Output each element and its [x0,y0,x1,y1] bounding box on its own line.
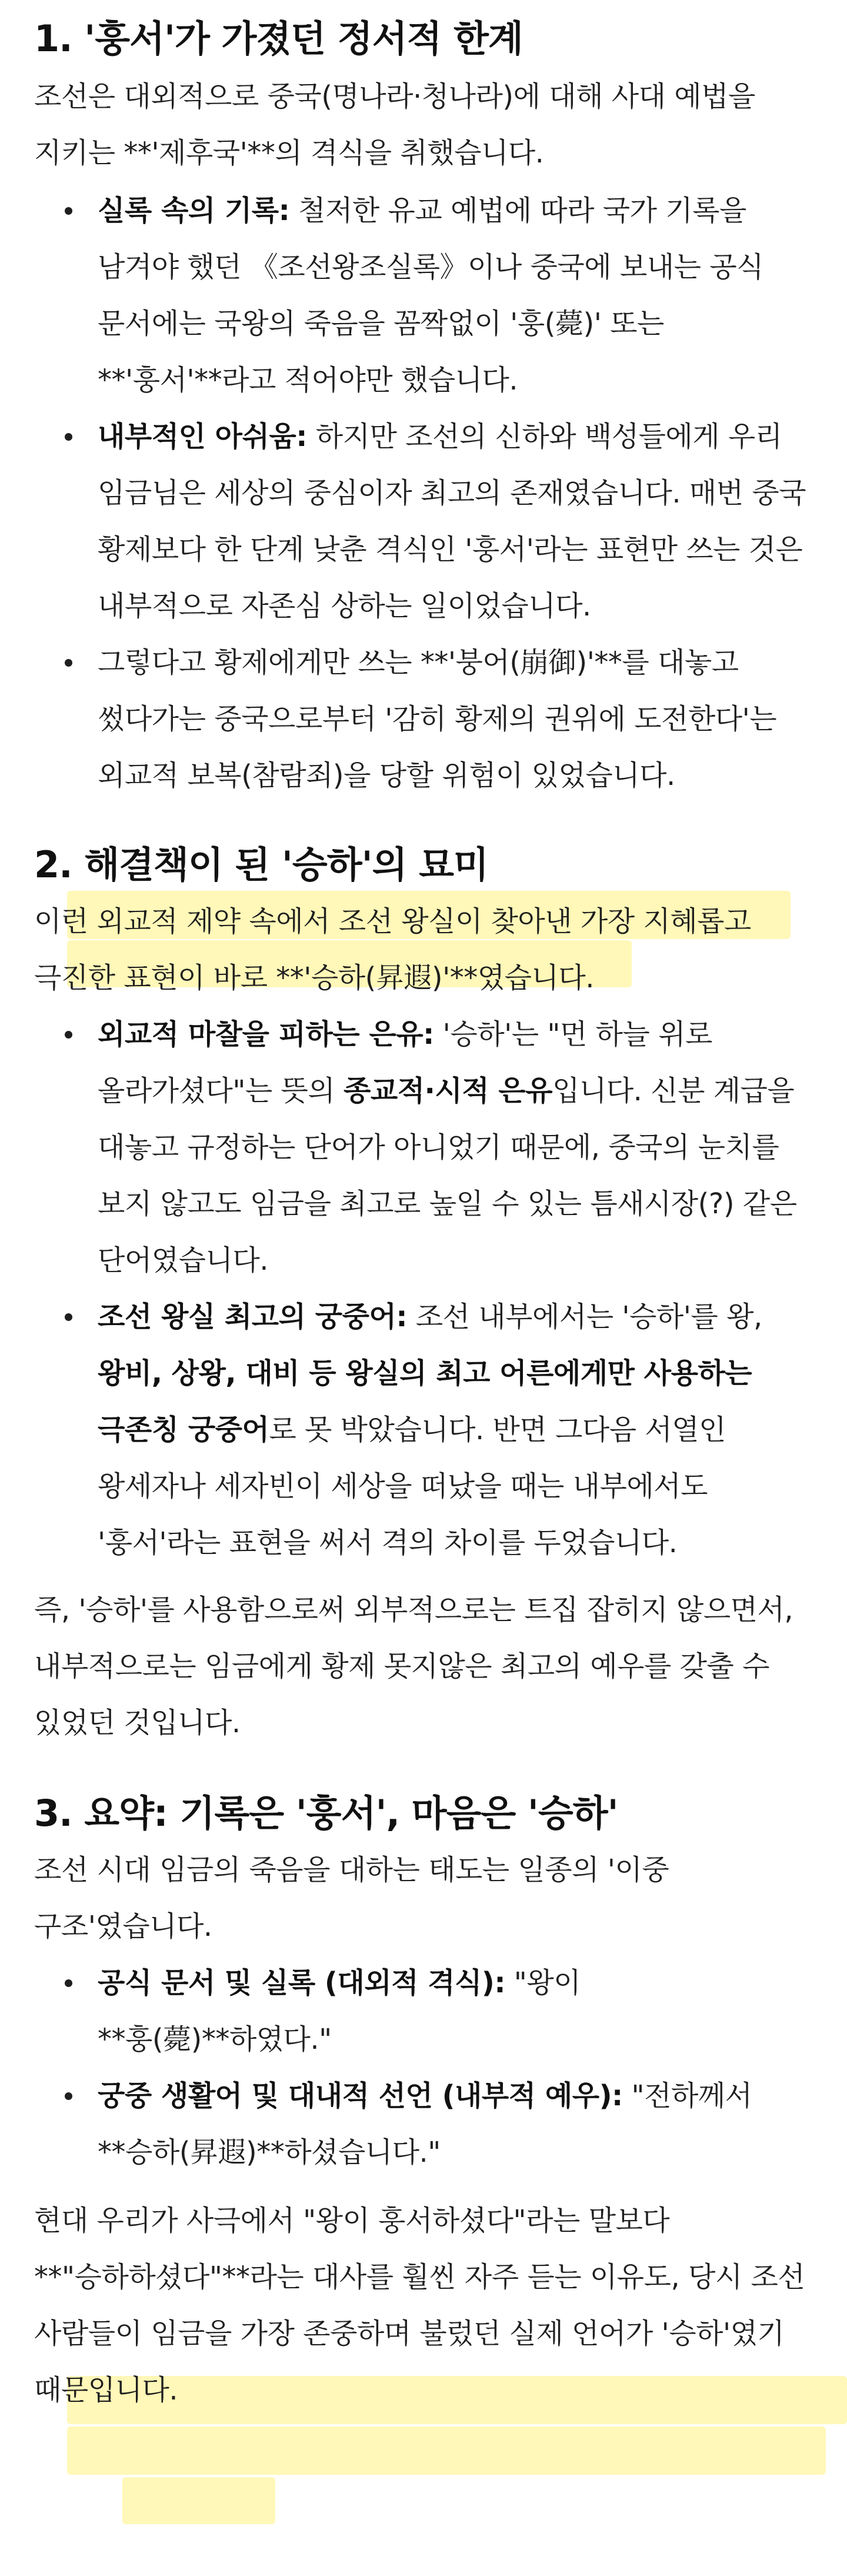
bullet-label: 실록 속의 기록: [98,194,290,227]
bullet-text: 하지만 조선의 신하와 백성들에게 우리 [306,420,782,453]
bullet-text: **승하(昇遐)**하셨습니다." [98,2136,441,2169]
section3-bullet-court [34,2068,811,2181]
bullet-text: 문서에는 국왕의 죽음을 꼼짝없이 '훙(薨)' 또는 [98,307,664,340]
section2-outro-line2: 내부적으로는 임금에게 황제 못지않은 최고의 예우를 갖출 수 [34,1650,770,1683]
section1-bullet-sillok [34,182,811,408]
bullet-text: "왕이 [505,1966,581,1999]
bullet-label: 내부적인 아쉬움: [98,420,307,453]
section3-bullet-official [34,1955,811,2068]
bullet-label: 조선 왕실 최고의 궁중어: [98,1300,408,1333]
section3-intro-line2: 구조'였습니다. [34,1910,212,1943]
section3-outro-line3: 사람들이 임금을 가장 존중하며 불렀던 실제 언어가 '승하'였기 [34,2317,785,2350]
bullet-emphasis: 왕비, 상왕, 대비 등 왕실의 최고 어른에게만 사용하는 [98,1357,752,1390]
section3-outro-line2: **"승하하셨다"**라는 대사를 훨씬 자주 듣는 이유도, 당시 조선 [34,2261,805,2294]
bullet-text: **훙(薨)**하였다." [98,2023,332,2056]
section3-bullet-list [34,1955,811,2181]
bullet-text: 썼다가는 중국으로부터 '감히 황제의 권위에 도전한다'는 [98,703,777,735]
bullet-text: 입니다. 신분 계급을 [552,1074,795,1107]
highlight-mark [67,2427,826,2475]
bullet-text: 외교적 보복(참람죄)을 당할 위험이 있었습니다. [98,759,675,792]
bullet-text: 단어였습니다. [98,1244,268,1277]
bullet-emphasis: 극존칭 궁중어 [98,1413,269,1446]
bullet-text: '승하'는 "먼 하늘 위로 [433,1018,712,1051]
bullet-text: 내부적으로 자존심 상하는 일이었습니다. [98,590,591,623]
bullet-text: 남겨야 했던 《조선왕조실록》이나 중국에 보내는 공식 [98,251,764,284]
section1-bullet-list [34,182,811,804]
bullet-text: 왕세자나 세자빈이 세상을 떠났을 때는 내부에서도 [98,1470,708,1503]
section2-bullet-metaphor [34,1006,811,1289]
section1-heading: 1. '훙서'가 가졌던 정서적 한계 [34,17,523,60]
section2-intro-line1: 이런 외교적 제약 속에서 조선 왕실이 찾아낸 가장 지혜롭고 [34,905,751,938]
bullet-text: 올라가셨다"는 뜻의 [98,1074,344,1107]
bullet-text: **'훙서'**라고 적어야만 했습니다. [98,364,518,397]
section2-heading: 2. 해결책이 된 '승하'의 묘미 [34,843,488,886]
section2-intro-line2: 극진한 표현이 바로 **'승하(昇遐)'**였습니다. [34,961,595,994]
section2-outro-line1: 즉, '승하'를 사용함으로써 외부적으로는 트집 잡히지 않으면서, [34,1593,793,1626]
section-solution-seungha [34,837,811,1751]
bullet-label: 궁중 생활어 및 대내적 선언 (내부적 예우): [98,2079,623,2112]
section2-bullet-list [34,1006,811,1571]
section-summary [34,1785,811,2418]
section2-outro-line3: 있었던 것입니다. [34,1706,241,1739]
section3-heading: 3. 요약: 기록은 '훙서', 마음은 '승하' [34,1792,618,1835]
section1-intro-line2: 지키는 **'제후국'**의 격식을 취했습니다. [34,137,544,169]
bullet-text: 철저한 유교 예법에 따라 국가 기록을 [289,194,746,227]
section1-bullet-internal-regret [34,408,811,634]
section1-bullet-bungeo-risk [34,634,811,804]
bullet-text: 황제보다 한 단계 낮춘 격식인 '훙서'라는 표현만 쓰는 것은 [98,533,803,566]
bullet-text: 조선 내부에서는 '승하'를 왕, [407,1300,762,1333]
bullet-label: 외교적 마찰을 피하는 은유: [98,1018,434,1051]
bullet-text: 보지 않고도 임금을 최고로 높일 수 있는 틈새시장(?) 같은 [98,1187,797,1220]
bullet-text: 대놓고 규정하는 단어가 아니었기 때문에, 중국의 눈치를 [98,1131,779,1164]
section-emotional-limits [34,0,811,804]
bullet-text: '훙서'라는 표현을 써서 격의 차이를 두었습니다. [98,1526,678,1559]
bullet-text: 임금님은 세상의 중심이자 최고의 존재였습니다. 매번 중국 [98,477,806,510]
section3-outro-line4: 때문입니다. [34,2374,178,2407]
bullet-text: 그렇다고 황제에게만 쓰는 **'붕어(崩御)'**를 대놓고 [98,646,739,679]
section3-outro-line1: 현대 우리가 사극에서 "왕이 훙서하셨다"라는 말보다 [34,2204,670,2237]
bullet-text: 로 못 박았습니다. 반면 그다음 서열인 [269,1413,726,1446]
section2-bullet-court-language [34,1289,811,1571]
section1-intro-line1: 조선은 대외적으로 중국(명나라·청나라)에 대해 사대 예법을 [34,80,755,113]
bullet-text: "전하께서 [622,2079,752,2112]
bullet-label: 공식 문서 및 실록 (대외적 격식): [98,1966,506,1999]
highlight-mark [122,2477,275,2524]
bullet-emphasis: 종교적·시적 은유 [344,1074,553,1107]
section3-intro-line1: 조선 시대 임금의 죽음을 대하는 태도는 일종의 '이중 [34,1853,669,1886]
